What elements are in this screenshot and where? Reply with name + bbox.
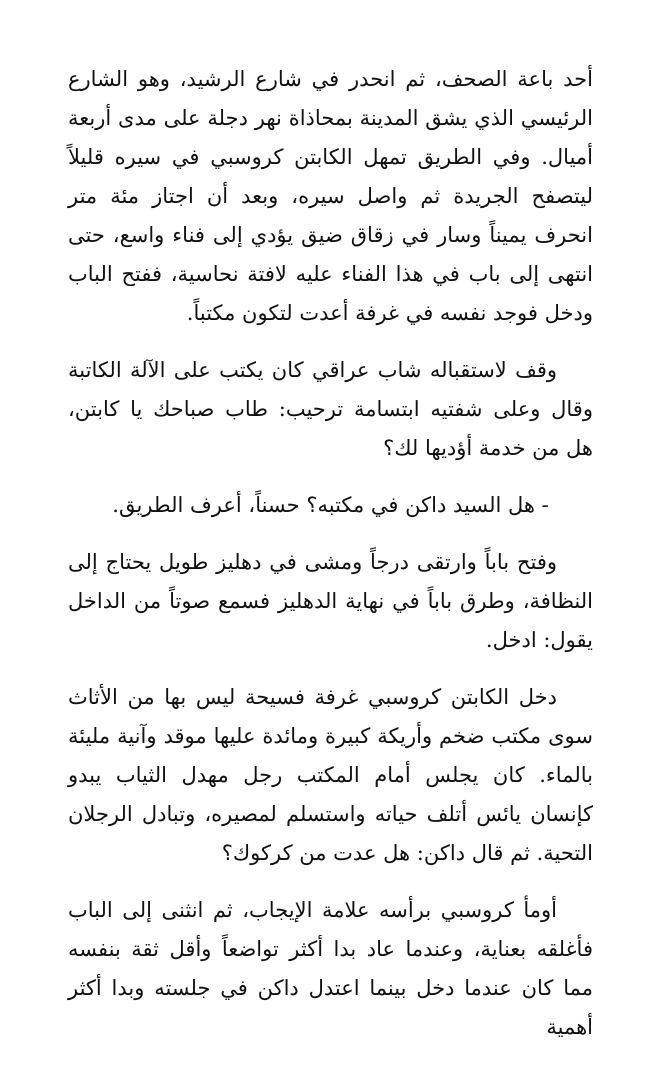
paragraph-1: أحد باعة الصحف، ثم انحدر في شارع الرشيد، وهو الشارع الرئيسي الذي يشق المدينة بمحاذاة نهر دجلة على مدى أربعة أميال. وفي الطريق تمهل الكابتن كروسبي في سيره قليلاً ليتصفح الجريدة ثم واصل سيره، وبعد أن اجتاز مئة متر انحرف يميناً وسار في زقاق ضيق يؤدي إلى فناء واسع، حتى انتهى إلى باب في هذا الفناء عليه لافتة نحاسية، ففتح الباب ودخل فوجد نفسه في غرفة أعدت لتكون مكتباً.	[68, 67, 593, 325]
paragraph-3-dialogue: - هل السيد داكن في مكتبه؟ حسناً، أعرف الطريق.	[112, 493, 549, 517]
paragraph-5: دخل الكابتن كروسبي غرفة فسيحة ليس بها من الأثاث سوى مكتب ضخم وأريكة كبيرة ومائدة عليها موقد وآنية مليئة بالماء. كان يجلس أمام المكتب رجل مهدل الثياب يبدو كإنسان يائس أتلف حياته واستسلم لمصيره، وتبادل الرجلان التحية. ثم قال داكن: هل عدت من كركوك؟	[68, 685, 593, 865]
paragraph-2: وقف لاستقباله شاب عراقي كان يكتب على الآلة الكاتبة وقال وعلى شفتيه ابتسامة ترحيب: طاب صباحك يا كابتن، هل من خدمة أؤديها لك؟	[68, 358, 593, 460]
paragraph-4: وفتح باباً وارتقى درجاً ومشى في دهليز طويل يحتاج إلى النظافة، وطرق باباً في نهاية الدهليز فسمع صوتاً من الداخل يقول: ادخل.	[68, 550, 593, 652]
paragraph-6: أومأ كروسبي برأسه علامة الإيجاب، ثم انثنى إلى الباب فأغلقه بعناية، وعندما عاد بدا أكثر تواضعاً وأقل ثقة بنفسه مما كان عندما دخل بينما اعتدل داكن في جلسته وبدا أكثر أهمية	[68, 898, 593, 1039]
document-page	[68, 60, 593, 1065]
